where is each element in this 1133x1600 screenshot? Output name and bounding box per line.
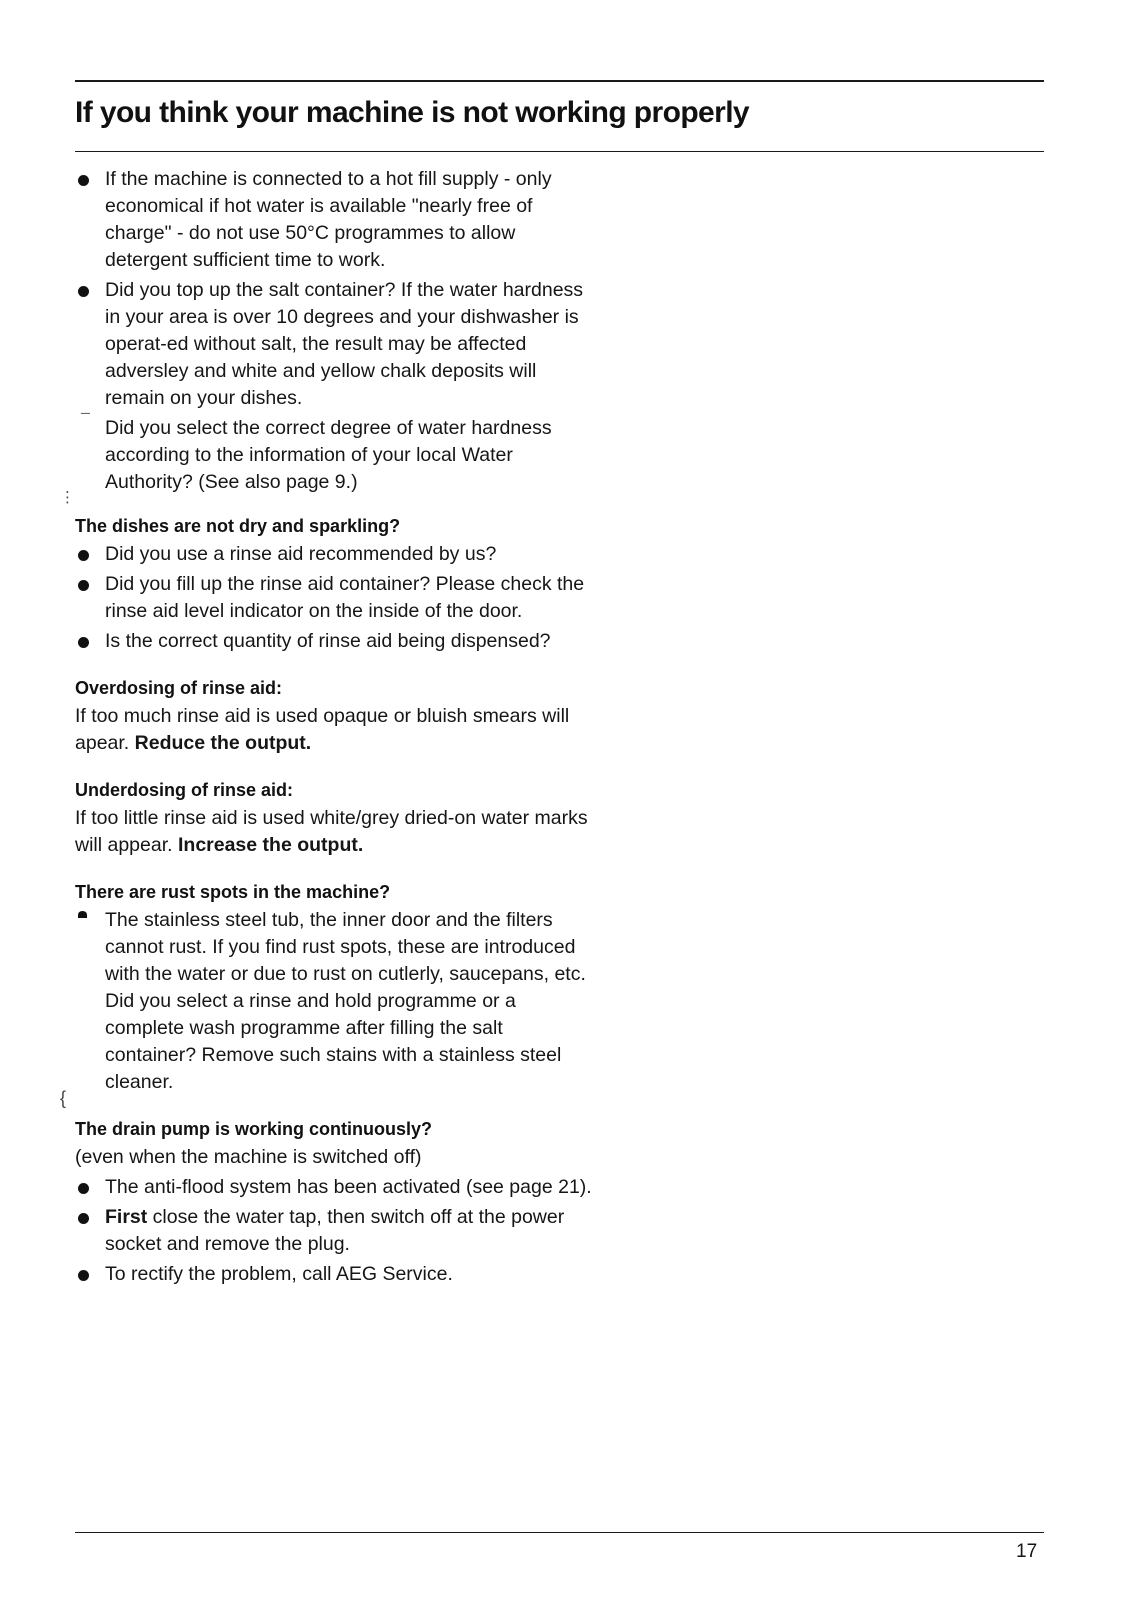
underdosing-text: If too little rinse aid is used white/grey dried-on water marks will appear. — [75, 807, 588, 856]
item-text: close the water tap, then switch off at the power socket and remove the plug. — [105, 1206, 565, 1255]
item-text: Is the correct quantity of rinse aid being dispensed? — [105, 630, 551, 652]
dash-icon: ¯ — [81, 412, 90, 429]
list-item — [75, 541, 595, 568]
page-number: 17 — [1016, 1541, 1038, 1562]
bullet-icon — [78, 637, 89, 648]
bullet-icon — [78, 550, 89, 561]
item-text: Did you select the correct degree of water hardness according to the information of your local Water Authority? (See also page 9.) — [105, 417, 552, 493]
content-column — [75, 166, 595, 1288]
list-item — [75, 1204, 595, 1258]
list-item — [75, 277, 595, 412]
underdosing-paragraph — [75, 805, 595, 859]
bottom-rule — [75, 1532, 1044, 1533]
item-text: The stainless steel tub, the inner door and the filters cannot rust. If you find rust spots, these are introduced with the water or due to rust on cutlerly, saucepans, etc. Did you select a rinse and hold programme or a complete wash programme after filling the salt container? Remove such stains with a stainless steel cleaner. — [105, 909, 586, 1093]
section-heading-drain: The drain pump is working continuously? — [75, 1119, 433, 1139]
list-item — [75, 1261, 595, 1288]
bullet-icon — [78, 175, 89, 186]
overdosing-action: Reduce the output. — [134, 732, 312, 754]
item-bold-lead: First — [105, 1206, 148, 1228]
list-item — [75, 166, 595, 274]
overdosing-paragraph — [75, 703, 595, 757]
top-rule — [75, 80, 1044, 82]
list-item — [75, 907, 595, 1096]
underdosing-action: Increase the output. — [177, 834, 364, 856]
section-heading-dry: The dishes are not dry and sparkling? — [75, 516, 401, 536]
bullet-icon — [78, 286, 89, 297]
overdosing-text: If too much rinse aid is used opaque or bluish smears will apear. — [75, 705, 570, 754]
list-item — [75, 571, 595, 625]
bullet-icon — [78, 1183, 89, 1194]
item-text: To rectify the problem, call AEG Service. — [105, 1263, 453, 1285]
section-heading-rust: There are rust spots in the machine? — [75, 882, 391, 902]
list-item — [75, 1174, 595, 1201]
item-text: Did you top up the salt container? If the water hardness in your area is over 10 degrees and your dishwasher is operat-ed without salt, the result may be affected adversley and white and yellow chalk deposits will remain on your dishes. — [105, 279, 584, 409]
section-heading-overdosing: Overdosing of rinse aid: — [75, 678, 283, 698]
bullet-icon — [78, 1270, 89, 1281]
section-heading-underdosing: Underdosing of rinse aid: — [75, 780, 294, 800]
item-text: If the machine is connected to a hot fill supply - only economical if hot water is available "nearly free of charge" - do not use 50°C programmes to allow detergent sufficient time to work. — [105, 168, 552, 271]
title-underline — [75, 151, 1044, 152]
bullet-icon — [78, 911, 87, 918]
drain-subtext: (even when the machine is switched off) — [75, 1146, 422, 1168]
page-title: If you think your machine is not working properly — [75, 96, 750, 129]
bullet-icon — [78, 580, 89, 591]
item-text: Did you use a rinse aid recommended by us? — [105, 543, 497, 565]
scan-mark: { — [60, 1088, 67, 1108]
item-text: Did you fill up the rinse aid container? Please check the rinse aid level indicator on the inside of the door. — [105, 573, 585, 622]
list-item — [75, 628, 595, 655]
list-item — [75, 412, 595, 496]
bullet-icon — [78, 1213, 89, 1224]
scan-mark: ⋮ — [60, 489, 75, 506]
item-text: The anti-flood system has been activated (see page 21). — [105, 1176, 592, 1198]
